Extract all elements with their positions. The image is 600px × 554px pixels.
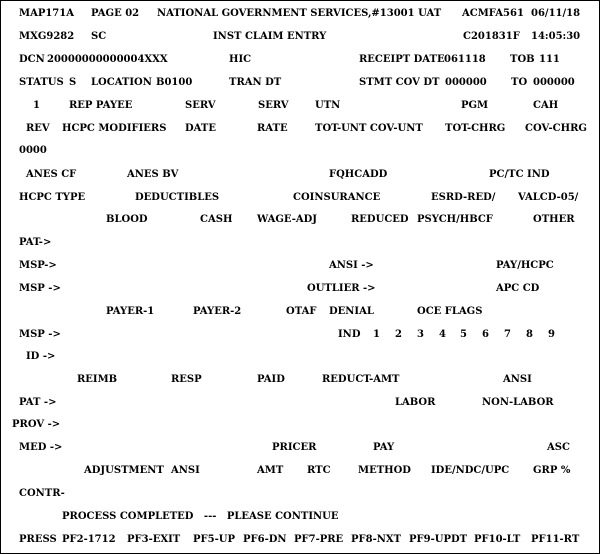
- pgm-label: PGM: [461, 100, 489, 111]
- ind-number-2: 2: [395, 329, 402, 340]
- rtc-label: RTC: [307, 465, 331, 476]
- esrd-red-label: ESRD-RED/: [431, 192, 496, 203]
- cash-label: CASH: [200, 214, 233, 225]
- rev-code-field[interactable]: 0000: [19, 145, 47, 156]
- contr-label: CONTR-: [19, 488, 65, 499]
- ind-number-5: 5: [460, 329, 467, 340]
- tob-field[interactable]: 111: [539, 54, 560, 65]
- rev-value-row: [1, 145, 599, 165]
- header-date: 06/11/18: [531, 8, 581, 19]
- med-row: [1, 442, 599, 462]
- resp-label: RESP: [171, 374, 202, 385]
- pay-hcpc-label: PAY/HCPC: [496, 260, 554, 271]
- ind-number-4: 4: [439, 329, 446, 340]
- press-label: PRESS: [19, 534, 57, 545]
- to-label: TO: [511, 77, 528, 88]
- operator-id: MXG9282: [19, 31, 75, 42]
- pat-row: [1, 237, 599, 257]
- adjustment-label: ADJUSTMENT: [84, 465, 164, 476]
- ind-number-6: 6: [482, 329, 489, 340]
- ind-number-7: 7: [504, 329, 511, 340]
- grp-pct-label: GRP %: [533, 465, 571, 476]
- ind-number-1: 1: [373, 329, 380, 340]
- status-field[interactable]: S: [69, 77, 77, 88]
- ind-label: IND: [338, 329, 361, 340]
- psych-hbcf-label: PSYCH/HBCF: [417, 214, 493, 225]
- dcn-field[interactable]: 20000000000004XXX: [47, 54, 168, 65]
- blood-row: [1, 214, 599, 234]
- header-row-2: [1, 31, 599, 51]
- pat-label-2: PAT ->: [19, 397, 57, 408]
- pricer-label: PRICER: [272, 442, 317, 453]
- pf3-exit-key[interactable]: PF3-EXIT: [127, 534, 181, 545]
- id-row: [1, 351, 599, 371]
- payer-1-label: PAYER-1: [106, 306, 155, 317]
- pf6-dn-key[interactable]: PF6-DN: [243, 534, 287, 545]
- mode: SC: [91, 31, 107, 42]
- cov-chrg-label: COV-CHRG: [525, 123, 587, 134]
- asc-label: ASC: [547, 442, 570, 453]
- msp-row-2: [1, 283, 599, 303]
- pf7-pre-key[interactable]: PF7-PRE: [294, 534, 344, 545]
- ansi-label: ANSI: [503, 374, 532, 385]
- anes-row: [1, 169, 599, 189]
- dcn-label: DCN: [19, 54, 45, 65]
- terminal-id: ACMFA561: [462, 8, 524, 19]
- pf11-rt-key[interactable]: PF11-RT: [531, 534, 580, 545]
- ansi-arrow-label: ANSI ->: [329, 260, 374, 271]
- status-row: [1, 77, 599, 97]
- page-number: PAGE 02: [91, 8, 140, 19]
- anes-bv-label: ANES BV: [127, 169, 179, 180]
- serv-label-1: SERV: [185, 100, 216, 111]
- header-row-1: [1, 8, 599, 28]
- prov-row: [1, 419, 599, 439]
- rev-label: REV: [26, 123, 50, 134]
- tot-chrg-label: TOT-CHRG: [445, 123, 506, 134]
- valcd-05-label: VALCD-05/: [518, 192, 579, 203]
- non-labor-label: NON-LABOR: [482, 397, 554, 408]
- location-field[interactable]: B0100: [156, 77, 193, 88]
- receipt-date-field[interactable]: 061118: [444, 54, 486, 65]
- amt-label: AMT: [257, 465, 284, 476]
- pay-label: PAY: [373, 442, 395, 453]
- pf5-up-key[interactable]: PF5-UP: [193, 534, 235, 545]
- other-label: OTHER: [533, 214, 575, 225]
- line-number: 1: [33, 100, 40, 111]
- session-id: C201831F: [463, 31, 520, 42]
- pf2-key[interactable]: PF2-1712: [62, 534, 116, 545]
- reimb-label: REIMB: [77, 374, 118, 385]
- ind-number-9: 9: [548, 329, 555, 340]
- adjustment-row: [1, 465, 599, 485]
- tob-label: TOB: [510, 54, 535, 65]
- cah-label: CAH: [533, 100, 559, 111]
- prov-label: PROV ->: [12, 419, 61, 430]
- reimb-row: [1, 374, 599, 394]
- hcpc-type-label: HCPC TYPE: [19, 192, 86, 203]
- msp-row-1: [1, 260, 599, 280]
- msp-row-3: [1, 329, 599, 349]
- receipt-date-label: RECEIPT DATE: [359, 54, 445, 65]
- pf8-nxt-key[interactable]: PF8-NXT: [351, 534, 402, 545]
- fqhcadd-label: FQHCADD: [329, 169, 388, 180]
- tran-dt-label: TRAN DT: [229, 77, 282, 88]
- message-row: [1, 511, 599, 531]
- status-message: PROCESS COMPLETED --- PLEASE CONTINUE: [62, 511, 339, 522]
- map-id: MAP171A: [19, 8, 74, 19]
- header-time: 14:05:30: [531, 31, 581, 42]
- rep-payee-label: REP PAYEE: [69, 100, 133, 111]
- paid-label: PAID: [257, 374, 285, 385]
- tot-unt-cov-unt-label: TOT-UNT COV-UNT: [315, 123, 423, 134]
- dcn-row: [1, 54, 599, 74]
- payer-2-label: PAYER-2: [193, 306, 242, 317]
- payer-row: [1, 306, 599, 326]
- status-label: STATUS: [19, 77, 64, 88]
- line-item-header-1: [1, 100, 599, 120]
- msp-label-2: MSP ->: [19, 283, 61, 294]
- labor-label: LABOR: [395, 397, 436, 408]
- med-label: MED ->: [19, 442, 63, 453]
- hcpc-modifiers-label: HCPC MODIFIERS: [62, 123, 167, 134]
- stmt-cov-dt-field[interactable]: 000000: [445, 77, 487, 88]
- blood-label: BLOOD: [106, 214, 148, 225]
- anes-cf-label: ANES CF: [26, 169, 77, 180]
- reduct-amt-label: REDUCT-AMT: [322, 374, 400, 385]
- serv-label-2: SERV: [258, 100, 289, 111]
- msp-label-3: MSP ->: [19, 329, 61, 340]
- hic-label: HIC: [229, 54, 252, 65]
- denial-label: DENIAL: [329, 306, 374, 317]
- line-item-header-2: [1, 123, 599, 143]
- hcpc-type-row: [1, 192, 599, 212]
- coinsurance-label: COINSURANCE: [293, 192, 381, 203]
- ide-ndc-upc-label: IDE/NDC/UPC: [431, 465, 510, 476]
- system-name: NATIONAL GOVERNMENT SERVICES,#13001 UAT: [157, 8, 442, 19]
- to-field[interactable]: 000000: [533, 77, 575, 88]
- pf9-updt-key[interactable]: PF9-UPDT: [409, 534, 468, 545]
- screen-title: INST CLAIM ENTRY: [213, 31, 327, 42]
- ansi-label-2: ANSI: [171, 465, 200, 476]
- pc-tc-ind-label: PC/TC IND: [489, 169, 550, 180]
- location-label: LOCATION: [91, 77, 152, 88]
- otaf-label: OTAF: [286, 306, 317, 317]
- pat-row-2: [1, 397, 599, 417]
- function-key-row: [1, 534, 599, 554]
- stmt-cov-dt-label: STMT COV DT: [359, 77, 440, 88]
- msp-label-1: MSP->: [19, 260, 57, 271]
- utn-label: UTN: [315, 100, 341, 111]
- ind-number-8: 8: [526, 329, 533, 340]
- reduced-label: REDUCED: [351, 214, 409, 225]
- date-label: DATE: [185, 123, 216, 134]
- pf10-lt-key[interactable]: PF10-LT: [474, 534, 521, 545]
- outlier-label: OUTLIER ->: [307, 283, 376, 294]
- rate-label: RATE: [257, 123, 288, 134]
- wage-adj-label: WAGE-ADJ: [257, 214, 318, 225]
- method-label: METHOD: [358, 465, 411, 476]
- ind-number-3: 3: [417, 329, 424, 340]
- pat-label: PAT->: [19, 237, 52, 248]
- id-label: ID ->: [26, 351, 56, 362]
- apc-cd-label: APC CD: [496, 283, 540, 294]
- oce-flags-label: OCE FLAGS: [417, 306, 483, 317]
- deductibles-label: DEDUCTIBLES: [135, 192, 220, 203]
- contr-row: [1, 488, 599, 508]
